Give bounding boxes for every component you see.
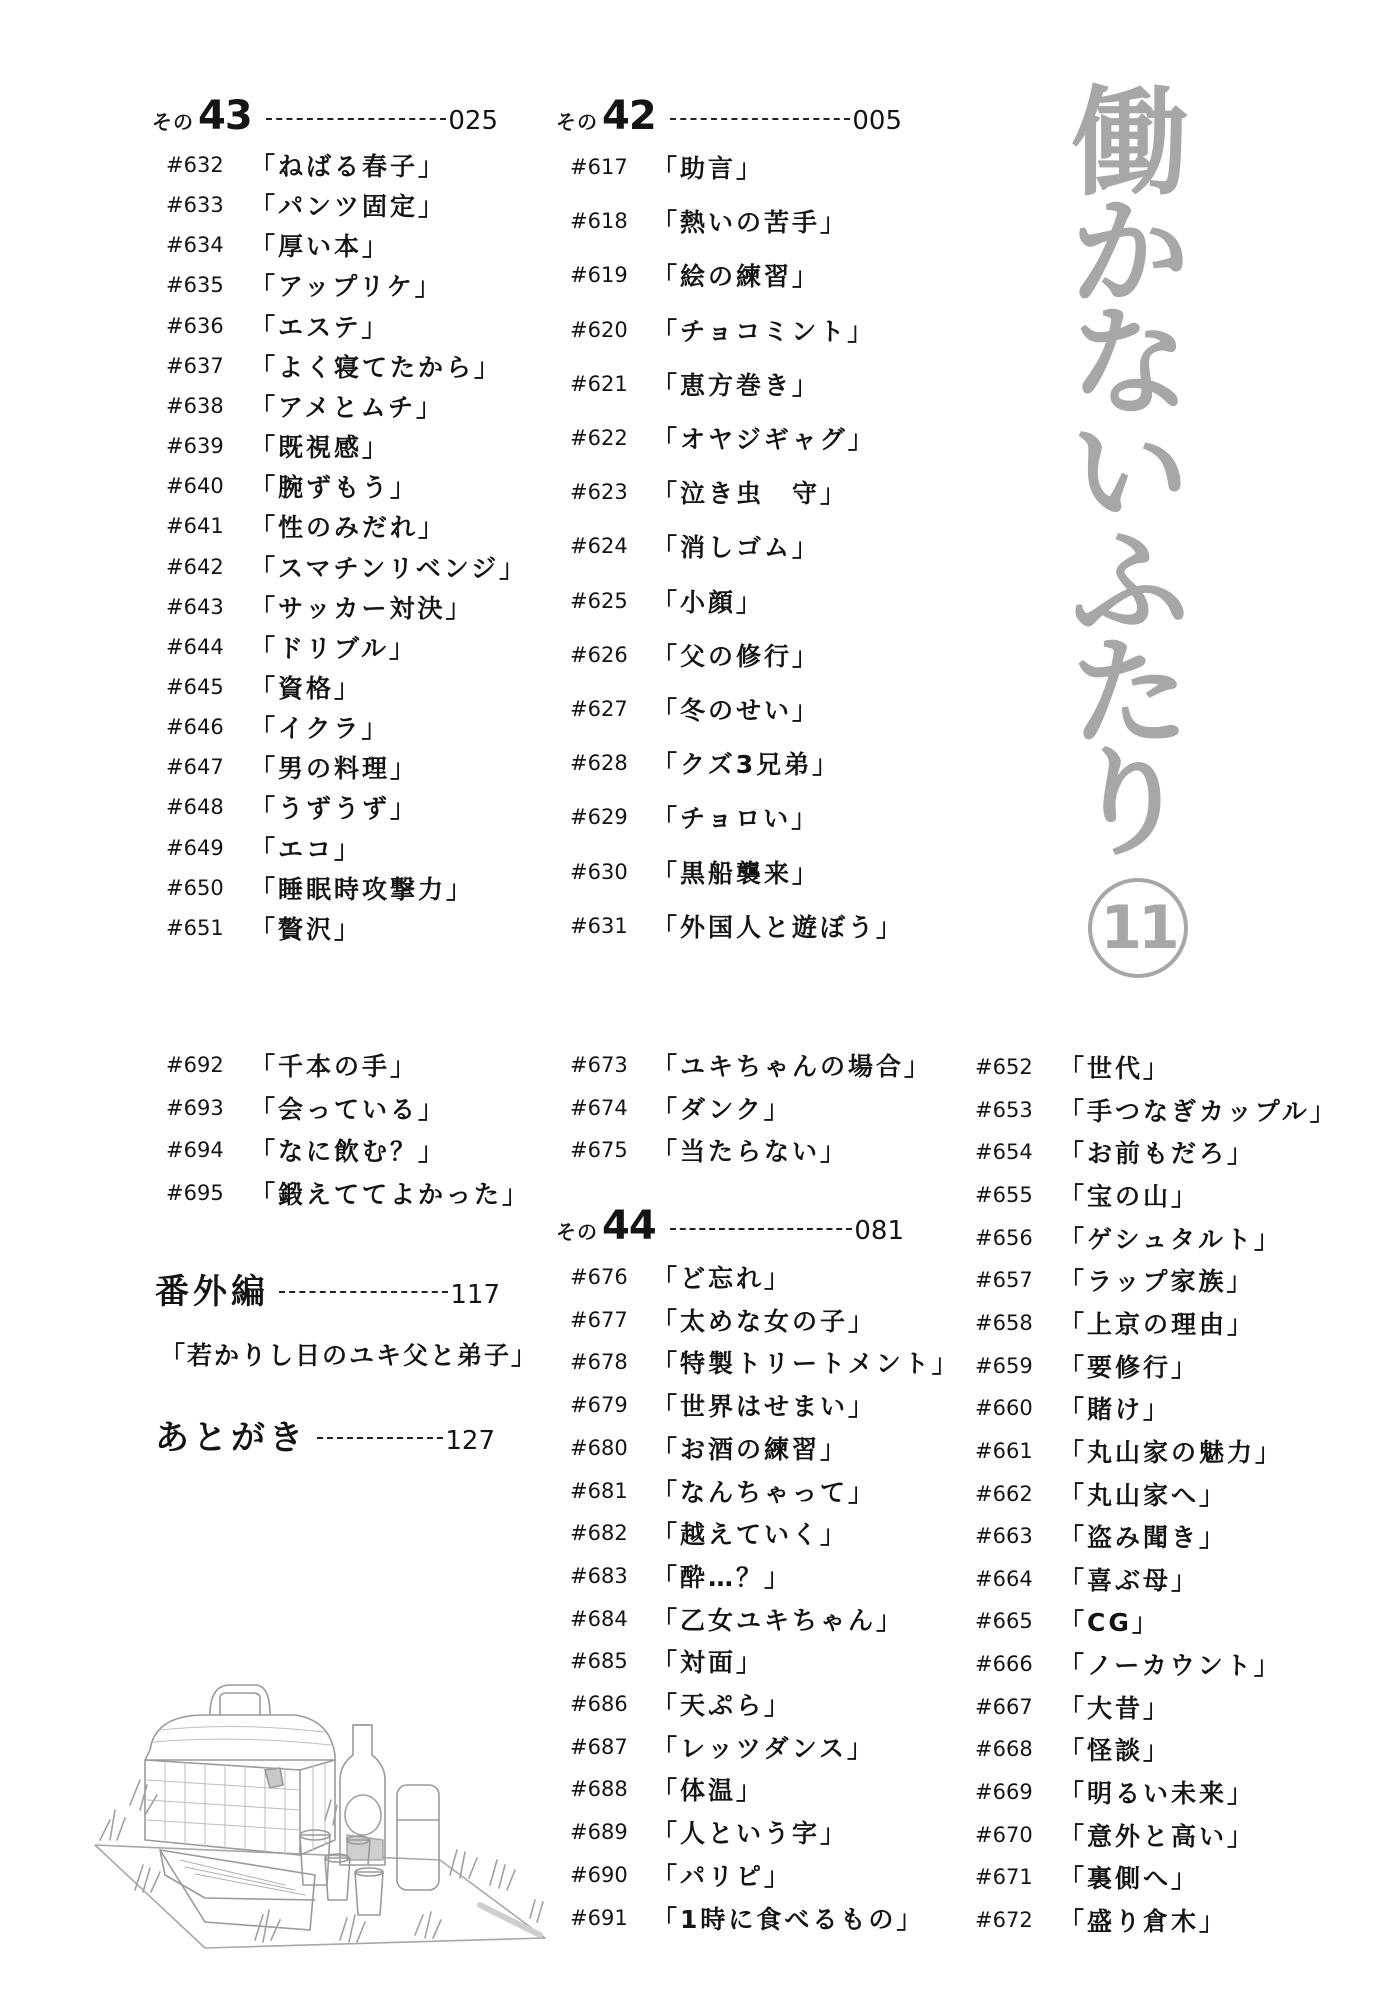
episode-number: #686 (570, 1692, 628, 1716)
episode-row[interactable] (570, 586, 765, 617)
episode-row[interactable] (975, 1137, 1256, 1169)
section-number: 42 (602, 93, 656, 139)
episode-title: 「天ぷら」 (652, 1691, 793, 1720)
episode-number: #656 (975, 1225, 1033, 1250)
episode-number: #658 (975, 1310, 1033, 1335)
episode-title: 「パンツ固定」 (250, 192, 447, 222)
episode-row[interactable] (975, 1436, 1284, 1467)
episode-title: 「厚い本」 (250, 232, 391, 262)
episode-row[interactable] (975, 1649, 1282, 1681)
section-prefix: その (152, 110, 194, 134)
episode-number: #667 (975, 1694, 1033, 1719)
episode-row[interactable] (975, 1521, 1228, 1553)
episode-title: 「ど忘れ」 (652, 1264, 793, 1293)
episode-title: 「手つなぎカップル」 (1059, 1096, 1338, 1126)
episode-row[interactable] (570, 1604, 905, 1635)
book-title-char: り (1070, 734, 1189, 872)
episode-number: #691 (570, 1905, 628, 1930)
episode-title: 「大昔」 (1059, 1693, 1172, 1723)
episode-row[interactable] (975, 1479, 1228, 1510)
section-page: 025 (448, 106, 498, 136)
episode-number: #663 (975, 1524, 1033, 1549)
episode-title: 「明るい未来」 (1059, 1779, 1256, 1809)
leader-dots (279, 1291, 448, 1293)
episode-row[interactable] (166, 150, 447, 181)
episode-row[interactable] (570, 1561, 793, 1592)
episode-title: 「ノーカウント」 (1059, 1651, 1282, 1681)
episode-title: 「要修行」 (1059, 1352, 1200, 1382)
episode-number: #681 (570, 1478, 628, 1503)
episode-row[interactable] (166, 592, 474, 623)
episode-number: #682 (570, 1521, 628, 1546)
episode-title: 「1時に食べるもの」 (652, 1904, 925, 1934)
episode-number: #679 (570, 1393, 628, 1418)
episode-row[interactable] (570, 911, 905, 942)
episode-number: #671 (975, 1865, 1033, 1890)
episode-title: 「チョロい」 (652, 804, 820, 834)
episode-title: 「腕ずもう」 (250, 473, 419, 503)
episode-row[interactable] (975, 1393, 1172, 1425)
episode-title: 「宝の山」 (1059, 1181, 1200, 1211)
bangaihen-label: 番外編 (155, 1272, 269, 1312)
episode-number: #647 (166, 755, 224, 780)
episode-title: 「贅沢」 (250, 914, 363, 944)
episode-title: 「冬のせい」 (652, 696, 821, 725)
volume-number: 11 (1100, 893, 1176, 963)
episode-number: #629 (570, 805, 628, 830)
episode-title: 「泣き虫 守」 (652, 479, 849, 509)
episode-number: #640 (166, 474, 224, 499)
episode-row[interactable] (570, 1646, 765, 1678)
episode-number: #632 (166, 153, 224, 177)
leader-dots (266, 118, 447, 120)
episode-title: 「黒船襲来」 (652, 858, 821, 888)
episode-title: 「チョコミント」 (652, 316, 876, 346)
section-prefix: その (556, 1220, 598, 1244)
episode-title: 「ユキちゃんの場合」 (652, 1052, 933, 1081)
episode-row[interactable] (975, 1564, 1200, 1595)
episode-row[interactable] (166, 1093, 447, 1124)
episode-number: #618 (570, 209, 628, 234)
episode-row[interactable] (570, 477, 849, 509)
leader-dots (670, 1228, 853, 1230)
episode-row[interactable] (570, 1050, 933, 1081)
episode-number: #666 (975, 1652, 1033, 1677)
episode-number: #675 (570, 1138, 628, 1163)
episode-row[interactable] (570, 531, 821, 563)
episode-row[interactable] (166, 1050, 419, 1081)
episode-number: #637 (166, 353, 224, 378)
episode-number: #655 (975, 1182, 1033, 1207)
book-title-char: か (1070, 184, 1189, 322)
leader-dots (317, 1437, 443, 1439)
episode-number: #662 (975, 1481, 1033, 1506)
episode-row[interactable] (570, 1390, 877, 1422)
episode-row[interactable] (570, 1860, 793, 1891)
episode-title: 「CG」 (1059, 1608, 1160, 1638)
episode-title: 「人という字」 (652, 1819, 849, 1849)
episode-number: #644 (166, 634, 224, 659)
episode-number: #665 (975, 1609, 1033, 1634)
episode-number: #685 (570, 1649, 628, 1674)
episode-row[interactable] (975, 1905, 1228, 1936)
episode-row[interactable] (975, 1692, 1172, 1723)
episode-number: #635 (166, 273, 224, 298)
book-title-char: い (1070, 404, 1189, 542)
episode-number: #650 (166, 875, 224, 900)
episode-title: 「エステ」 (250, 312, 390, 342)
bangaihen-page: 117 (450, 1280, 500, 1310)
book-title-char: た (1070, 624, 1189, 762)
episode-row[interactable] (166, 471, 419, 503)
episode-number: #676 (570, 1265, 628, 1289)
episode-title: 「アップリケ」 (250, 272, 443, 302)
episode-number: #692 (166, 1053, 224, 1077)
episode-title: 「特製トリートメント」 (652, 1349, 960, 1379)
episode-number: #684 (570, 1606, 628, 1631)
leader-dots (670, 118, 851, 120)
episode-row[interactable] (975, 1777, 1256, 1809)
episode-row[interactable] (975, 1095, 1338, 1126)
episode-number: #626 (570, 642, 628, 667)
episode-row[interactable] (570, 748, 841, 780)
episode-number: #651 (166, 915, 224, 940)
episode-number: #639 (166, 434, 224, 459)
episode-title: 「父の修行」 (652, 641, 821, 671)
episode-number: #657 (975, 1268, 1033, 1293)
episode-title: 「越えていく」 (652, 1520, 849, 1550)
episode-row[interactable] (570, 260, 821, 292)
episode-title: 「上京の理由」 (1059, 1309, 1256, 1339)
episode-title: 「ドリブル」 (250, 633, 418, 663)
episode-number: #645 (166, 674, 224, 699)
episode-number: #620 (570, 317, 628, 342)
episode-title: 「裏側へ」 (1059, 1864, 1200, 1894)
episode-row[interactable] (975, 1351, 1200, 1382)
episode-row[interactable] (166, 632, 418, 663)
episode-number: #669 (975, 1780, 1033, 1805)
episode-title: 「乙女ユキちゃん」 (652, 1605, 905, 1635)
episode-title: 「オヤジギャグ」 (652, 425, 876, 454)
episode-row[interactable] (166, 1178, 531, 1210)
episode-title: 「賭け」 (1059, 1395, 1172, 1425)
episode-number: #636 (166, 313, 224, 338)
book-title-char: ふ (1070, 514, 1189, 652)
episode-row[interactable] (570, 1135, 849, 1167)
episode-number: #695 (166, 1181, 224, 1206)
episode-title: 「対面」 (652, 1648, 765, 1678)
section-number: 43 (198, 93, 252, 139)
episode-title: 「外国人と遊ぼう」 (652, 912, 905, 942)
episode-number: #634 (166, 233, 224, 258)
episode-title: 「ラップ家族」 (1059, 1267, 1255, 1297)
episode-number: #660 (975, 1396, 1033, 1421)
episode-title: 「ゲシュタルト」 (1059, 1224, 1283, 1254)
episode-number: #690 (570, 1862, 628, 1887)
episode-number: #638 (166, 393, 224, 418)
episode-title: 「サッカー対決」 (250, 593, 474, 623)
episode-row[interactable] (166, 552, 528, 583)
episode-row[interactable] (975, 1820, 1256, 1851)
episode-row[interactable] (570, 857, 821, 888)
book-title (1060, 74, 1200, 872)
episode-title: 「お前もだろ」 (1059, 1139, 1256, 1169)
episode-title: 「男の料理」 (250, 754, 419, 784)
episode-title: 「ダンク」 (652, 1094, 792, 1124)
episode-title: 「うずうず」 (250, 794, 419, 824)
episode-number: #648 (166, 795, 224, 820)
episode-title: 「太めな女の子」 (652, 1306, 877, 1336)
episode-row[interactable] (166, 431, 391, 463)
episode-number: #687 (570, 1734, 628, 1759)
atogaki-page: 127 (445, 1426, 495, 1456)
episode-number: #653 (975, 1097, 1033, 1122)
episode-row[interactable] (166, 833, 363, 864)
episode-row[interactable] (570, 1262, 793, 1293)
episode-number: #649 (166, 835, 224, 860)
episode-title: 「恵方巻き」 (652, 370, 821, 400)
episode-row[interactable] (166, 511, 447, 543)
episode-number: #661 (975, 1438, 1033, 1463)
episode-number: #693 (166, 1095, 224, 1120)
episode-row[interactable] (570, 206, 849, 238)
episode-row[interactable] (570, 802, 820, 834)
episode-title: 「レッツダンス」 (652, 1733, 876, 1763)
episode-title: 「なんちゃって」 (652, 1477, 877, 1507)
episode-title: 「会っている」 (250, 1094, 447, 1124)
episode-row[interactable] (166, 913, 363, 944)
episode-title: 「熱いの苦手」 (652, 208, 849, 238)
episode-row[interactable] (570, 152, 765, 183)
episode-row[interactable] (570, 640, 821, 671)
episode-number: #617 (570, 155, 628, 179)
episode-number: #654 (975, 1140, 1033, 1165)
episode-row[interactable] (166, 672, 363, 703)
episode-row[interactable] (166, 391, 445, 422)
episode-number: #630 (570, 859, 628, 884)
episode-row[interactable] (975, 1052, 1172, 1083)
episode-number: #633 (166, 193, 224, 218)
episode-number: #664 (975, 1566, 1033, 1591)
episode-number: #668 (975, 1737, 1033, 1762)
episode-row[interactable] (570, 1817, 849, 1849)
episode-number: #683 (570, 1563, 628, 1588)
episode-row[interactable] (166, 712, 390, 744)
atogaki-header[interactable] (155, 1410, 495, 1459)
episode-number: #619 (570, 263, 628, 288)
episode-number: #652 (975, 1055, 1033, 1079)
section-header-43[interactable] (152, 93, 498, 139)
episode-number: #643 (166, 594, 224, 619)
episode-title: 「鍛えててよかった」 (250, 1180, 531, 1210)
bangaihen-title[interactable]: 「若かりし日のユキ父と弟子」 (160, 1341, 539, 1370)
episode-row[interactable] (975, 1180, 1200, 1211)
book-title-char: な (1070, 294, 1189, 432)
episode-row[interactable] (570, 1476, 877, 1507)
episode-number: #677 (570, 1307, 628, 1332)
episode-number: #625 (570, 588, 628, 613)
episode-title: 「千本の手」 (250, 1052, 419, 1081)
episode-row[interactable] (166, 190, 447, 222)
episode-row[interactable] (166, 752, 419, 784)
episode-number: #672 (975, 1908, 1033, 1932)
episode-title: 「体温」 (652, 1776, 765, 1806)
episode-title: 「怪談」 (1059, 1736, 1172, 1766)
episode-number: #622 (570, 426, 628, 450)
section-prefix: その (556, 110, 598, 134)
episode-title: 「お酒の練習」 (652, 1434, 849, 1464)
episode-number: #627 (570, 697, 628, 721)
episode-title: 「意外と高い」 (1059, 1821, 1256, 1851)
episode-row[interactable] (975, 1606, 1160, 1638)
episode-row[interactable] (166, 1135, 447, 1167)
episode-row[interactable] (166, 270, 443, 302)
episode-row[interactable] (570, 1433, 849, 1464)
episode-title: 「よく寝てたから」 (250, 352, 503, 382)
episode-row[interactable] (570, 315, 876, 346)
episode-row[interactable] (975, 1223, 1283, 1254)
episode-row[interactable] (570, 694, 821, 725)
episode-number: #689 (570, 1820, 628, 1845)
section-header-42[interactable] (556, 93, 902, 139)
episode-row[interactable] (570, 1518, 849, 1550)
episode-number: #628 (570, 751, 628, 776)
section-number: 44 (602, 1203, 656, 1249)
episode-number: #659 (975, 1353, 1033, 1378)
episode-row[interactable] (570, 423, 876, 454)
episode-title: 「ねばる春子」 (250, 152, 447, 181)
episode-title: 「睡眠時攻撃力」 (250, 874, 475, 904)
episode-title: 「丸山家の魅力」 (1059, 1437, 1284, 1467)
book-title-char: 働 (1070, 74, 1189, 212)
episode-number: #621 (570, 371, 628, 396)
episode-row[interactable] (166, 873, 475, 904)
episode-title: 「世代」 (1059, 1054, 1172, 1083)
section-page: 081 (854, 1216, 904, 1246)
section-page: 005 (852, 106, 902, 136)
episode-number: #680 (570, 1435, 628, 1460)
episode-title: 「小顔」 (652, 587, 765, 617)
episode-title: 「アメとムチ」 (250, 392, 445, 422)
episode-row[interactable] (975, 1734, 1172, 1766)
episode-title: 「資格」 (250, 673, 363, 703)
episode-number: #646 (166, 715, 224, 740)
episode-title: 「盛り倉木」 (1059, 1907, 1228, 1936)
episode-title: 「絵の練習」 (652, 262, 821, 292)
episode-title: 「性のみだれ」 (250, 513, 447, 543)
episode-row[interactable] (166, 230, 391, 262)
episode-row[interactable] (570, 369, 821, 400)
episode-title: 「クズ3兄弟」 (652, 750, 841, 780)
episode-number: #641 (166, 514, 224, 539)
episode-title: 「消しゴム」 (652, 533, 821, 563)
episode-title: 「エコ」 (250, 834, 363, 864)
episode-number: #673 (570, 1053, 628, 1077)
episode-title: 「喜ぶ母」 (1059, 1565, 1200, 1595)
episode-row[interactable] (570, 1732, 876, 1763)
atogaki-label: あとがき (155, 1418, 307, 1458)
episode-title: 「盗み聞き」 (1059, 1523, 1228, 1553)
episode-row[interactable] (166, 351, 503, 382)
episode-number: #623 (570, 480, 628, 505)
episode-row[interactable] (570, 1689, 793, 1720)
episode-row[interactable] (166, 311, 390, 342)
episode-title: 「酔…？」 (652, 1562, 793, 1592)
episode-title: 「丸山家へ」 (1059, 1480, 1228, 1510)
episode-row[interactable] (570, 1093, 792, 1124)
bangaihen-header[interactable] (155, 1264, 500, 1313)
episode-number: #670 (975, 1822, 1033, 1847)
episode-number: #688 (570, 1777, 628, 1802)
episode-title: 「イクラ」 (250, 714, 390, 744)
episode-title: 「既視感」 (250, 433, 391, 463)
episode-number: #642 (166, 554, 224, 579)
volume-number-badge (1088, 878, 1188, 978)
picnic-basket-illustration (85, 1660, 555, 1950)
episode-row[interactable] (570, 1903, 925, 1934)
episode-row[interactable] (975, 1308, 1256, 1339)
episode-number: #624 (570, 534, 628, 559)
episode-number: #674 (570, 1095, 628, 1120)
episode-row[interactable] (975, 1265, 1255, 1297)
episode-number: #678 (570, 1350, 628, 1375)
episode-title: 「世界はせまい」 (652, 1392, 877, 1422)
episode-title: 「パリピ」 (652, 1861, 793, 1891)
episode-title: 「なに飲む？」 (250, 1137, 447, 1167)
episode-row[interactable] (570, 1347, 960, 1379)
episode-number: #694 (166, 1138, 224, 1163)
episode-title: 「当たらない」 (652, 1137, 849, 1167)
episode-title: 「助言」 (652, 154, 765, 183)
episode-title: 「スマチンリベンジ」 (250, 553, 528, 583)
section-header-44[interactable] (556, 1203, 904, 1249)
episode-row[interactable] (975, 1862, 1200, 1894)
episode-row[interactable] (570, 1774, 765, 1806)
episode-row[interactable] (166, 792, 419, 824)
episode-number: #631 (570, 913, 628, 938)
episode-row[interactable] (570, 1305, 877, 1336)
